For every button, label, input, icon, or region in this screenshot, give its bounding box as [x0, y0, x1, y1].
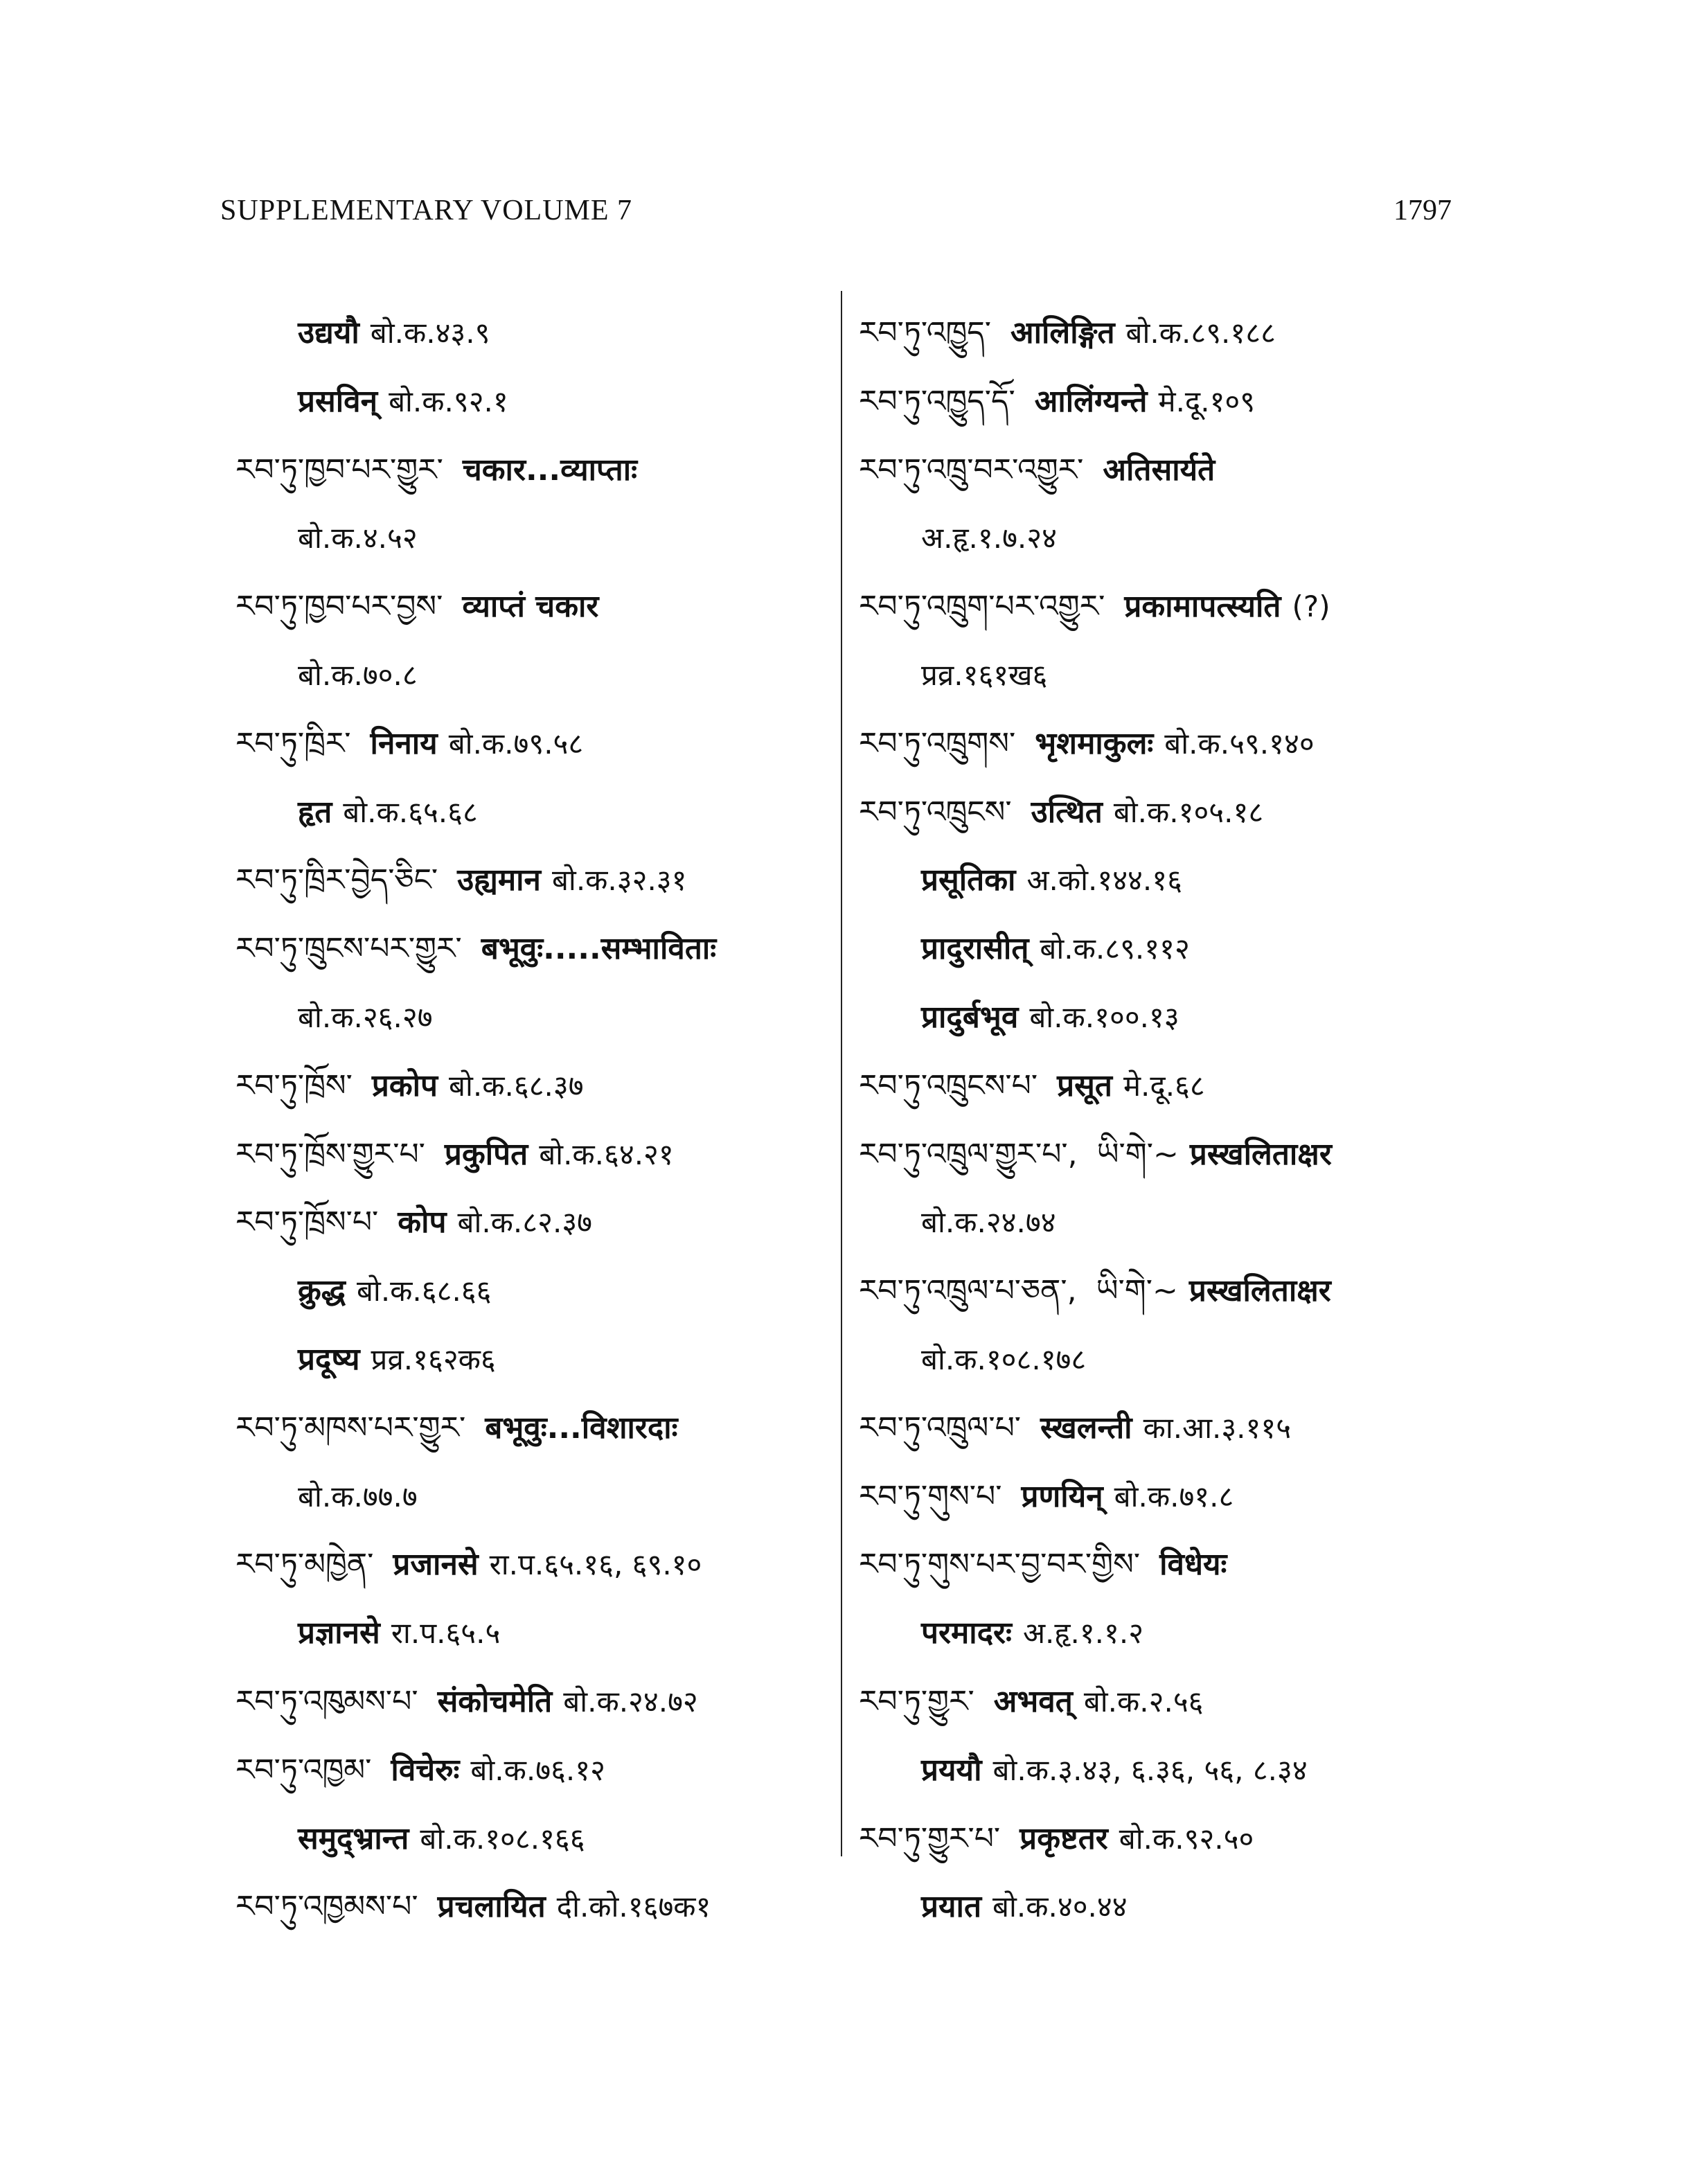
tibetan-headword: རབ་ཏུ་ཁྲིར་བྱེད་ཅིང་	[235, 862, 438, 898]
sanskrit-equivalent: प्रकुपित	[444, 1136, 528, 1172]
sanskrit-equivalent: संकोचमेति	[437, 1683, 553, 1719]
dictionary-line	[859, 779, 1468, 847]
dictionary-line	[859, 504, 1468, 573]
sanskrit-equivalent: प्रस्खलिताक्षर	[1188, 1273, 1331, 1309]
source-reference: बो.क.८९.११२	[1040, 932, 1190, 966]
tibetan-headword: རབ་ཏུ་འཁྲུངས་པ་	[859, 1067, 1038, 1103]
sanskrit-equivalent: प्रादुर्बभूव	[921, 999, 1019, 1035]
tibetan-headword: རབ་ཏུ་ཁྲུངས་པར་གྱུར་	[235, 931, 462, 967]
sanskrit-equivalent: आलिंग्यन्ते	[1034, 383, 1148, 419]
sanskrit-equivalent: समुद्भ्रान्त	[298, 1820, 409, 1856]
sanskrit-equivalent: प्रादुरासीत्	[921, 931, 1029, 967]
tibetan-headword: རབ་ཏུ་འཁྲུངས་	[859, 794, 1012, 830]
sanskrit-equivalent: प्रसूतिका	[921, 862, 1016, 898]
source-reference: बो.क.२४.७२	[563, 1684, 698, 1719]
page-number: 1797	[1393, 195, 1452, 227]
tibetan-headword: རབ་ཏུ་འཁྲུག་པར་འགྱུར་	[859, 589, 1105, 625]
dictionary-line	[235, 1668, 831, 1737]
sanskrit-equivalent: विचेरुः	[391, 1752, 460, 1788]
source-reference: अ.हृ.१.१.२	[1022, 1616, 1144, 1651]
dictionary-line	[859, 1463, 1468, 1532]
tibetan-headword: རབ་ཏུ་ཁྱབ་པར་གྱུར་	[235, 452, 443, 488]
sanskrit-equivalent: विधेयः	[1159, 1547, 1227, 1583]
tibetan-headword: རབ་ཏུ་གུས་པར་བྱ་བར་གྱིས་	[859, 1547, 1141, 1583]
source-reference: बो.क.१०८.१६६	[420, 1821, 585, 1856]
tibetan-headword: རབ་ཏུ་འཁྱུད་དོ་	[859, 383, 1015, 419]
source-reference: बो.क.२४.७४	[921, 1205, 1056, 1240]
source-reference: बो.क.३२.३१	[551, 863, 687, 898]
tibetan-headword: རབ་ཏུ་འཁྲུལ་པ་	[859, 1410, 1022, 1446]
sanskrit-equivalent: प्रणयिन्	[1021, 1478, 1103, 1514]
sanskrit-equivalent: प्रसूत	[1057, 1067, 1112, 1103]
running-head: SUPPLEMENTARY VOLUME 7	[220, 195, 633, 227]
tibetan-headword: རབ་ཏུ་འཁུམས་པ་	[235, 1683, 418, 1719]
sanskrit-equivalent: चकार...व्याप्ताः	[462, 452, 637, 488]
dictionary-line	[859, 1257, 1468, 1326]
dictionary-line	[859, 1394, 1468, 1463]
dictionary-line	[235, 915, 831, 984]
sanskrit-equivalent: स्खलन्ती	[1040, 1410, 1132, 1446]
dictionary-line	[235, 1463, 831, 1532]
source-reference: प्रव्र.१६१ख६	[921, 657, 1048, 692]
tibetan-headword: རབ་ཏུ་མཁྱེན་	[235, 1547, 374, 1583]
sanskrit-equivalent: अतिसार्यते	[1103, 452, 1215, 488]
dictionary-line	[235, 573, 831, 641]
column-divider	[841, 291, 842, 1856]
dictionary-line	[859, 1599, 1468, 1668]
source-reference: मे.दू.६८	[1123, 1068, 1205, 1103]
source-reference: रा.प.६५.१६, ६९.१०	[489, 1547, 702, 1582]
dictionary-line	[859, 641, 1468, 710]
sanskrit-equivalent: उह्यमान	[457, 862, 541, 898]
tibetan-headword: རབ་ཏུ་འཁྱུད་	[859, 315, 992, 350]
right-column	[859, 299, 1468, 1942]
dictionary-line	[235, 779, 831, 847]
dictionary-line	[859, 710, 1468, 779]
sanskrit-equivalent: व्याप्तं चकार	[462, 589, 599, 625]
sanskrit-equivalent: प्रजानसे	[393, 1547, 479, 1583]
sanskrit-equivalent: बभूवुः...विशारदाः	[485, 1410, 678, 1446]
sanskrit-equivalent: आलिङ्गित	[1010, 315, 1115, 350]
dictionary-line	[859, 1121, 1468, 1189]
source-reference: बो.क.४.५२	[298, 521, 418, 556]
sanskrit-equivalent: परमादरः	[921, 1615, 1012, 1651]
source-reference: बो.क.७१.८	[1114, 1479, 1234, 1513]
source-reference: बो.क.७७.७	[298, 1479, 418, 1513]
dictionary-line	[235, 1052, 831, 1121]
tibetan-headword: རབ་ཏུ་འཁྲུལ་པ་ཅན་,	[859, 1273, 1077, 1309]
dictionary-line	[235, 1326, 831, 1394]
dictionary-line	[859, 1189, 1468, 1257]
dictionary-line	[859, 1052, 1468, 1121]
sanskrit-equivalent: प्रकोप	[371, 1067, 438, 1103]
dictionary-line	[235, 1873, 831, 1942]
sanskrit-equivalent: प्रकृष्टतर	[1019, 1820, 1108, 1856]
source-reference: का.आ.३.११५	[1143, 1410, 1292, 1445]
dictionary-line	[859, 1873, 1468, 1942]
dictionary-line	[859, 1737, 1468, 1805]
sanskrit-equivalent: बभूवुः.....सम्भाविताः	[481, 931, 717, 967]
tibetan-headword: རབ་ཏུ་འཁྲུ་བར་འགྱུར་	[859, 452, 1084, 488]
source-reference: बो.क.४०.४४	[992, 1890, 1128, 1924]
dictionary-line	[235, 1737, 831, 1805]
sanskrit-equivalent: प्रययौ	[921, 1752, 982, 1788]
source-reference: बो.क.७०.८	[298, 657, 418, 692]
dictionary-line	[235, 436, 831, 505]
dictionary-line	[859, 299, 1468, 368]
sanskrit-equivalent: कोप	[398, 1205, 447, 1241]
dictionary-line	[235, 1805, 831, 1874]
source-reference: बो.क.१०८.१७८	[921, 1342, 1087, 1376]
source-reference: बो.क.९२.५०	[1119, 1821, 1254, 1856]
source-reference: बो.क.५९.१४०	[1164, 726, 1315, 761]
sanskrit-equivalent: हृत	[298, 794, 332, 830]
dictionary-line	[235, 641, 831, 710]
dictionary-line	[235, 1394, 831, 1463]
dictionary-line	[859, 1326, 1468, 1394]
source-reference: बो.क.६५.६८	[343, 794, 478, 829]
dictionary-line	[859, 573, 1468, 641]
tibetan-headword: རབ་ཏུ་མཁས་པར་གྱུར་	[235, 1410, 466, 1446]
source-reference: बो.क.१००.१३	[1029, 1000, 1179, 1034]
sanskrit-equivalent: निनाय	[370, 725, 438, 761]
sanskrit-equivalent: उत्थित	[1031, 794, 1103, 830]
source-reference: बो.क.६८.६६	[356, 1274, 492, 1308]
sanskrit-equivalent: प्रकामापत्स्यति	[1124, 589, 1281, 625]
sanskrit-equivalent: उद्ययौ	[298, 315, 359, 350]
tibetan-headword: རབ་ཏུ་གྱུར་	[859, 1683, 974, 1719]
dictionary-line	[859, 915, 1468, 984]
dictionary-line	[235, 1531, 831, 1599]
dictionary-line	[235, 504, 831, 573]
dictionary-line	[235, 368, 831, 436]
dictionary-line	[859, 1805, 1468, 1874]
tibetan-headword: རབ་ཏུ་གྱུར་པ་	[859, 1820, 1001, 1856]
sanskrit-equivalent: प्रयात	[921, 1889, 982, 1925]
tibetan-headword: རབ་ཏུ་འཁྱམས་པ་	[235, 1889, 418, 1925]
tibetan-headword: རབ་ཏུ་ཁྲོས་པ་	[235, 1205, 379, 1241]
tibetan-headword: རབ་ཏུ་ཁྲོས་གྱུར་པ་	[235, 1136, 425, 1172]
dictionary-line	[859, 1531, 1468, 1599]
sanskrit-equivalent: प्रज्ञानसे	[298, 1615, 380, 1651]
dictionary-line	[235, 846, 831, 915]
left-column	[235, 299, 831, 1942]
dictionary-line	[235, 1257, 831, 1326]
tibetan-headword: རབ་ཏུ་ཁྱབ་པར་བྱས་	[235, 589, 443, 625]
tibetan-headword: རབ་ཏུ་འཁྱམ་	[235, 1752, 372, 1788]
source-reference: बो.क.९२.१	[389, 384, 508, 418]
dictionary-line	[235, 1121, 831, 1189]
tibetan-headword: རབ་ཏུ་ཁྲོས་	[235, 1067, 353, 1103]
sanskrit-equivalent: प्रस्खलिताक्षर	[1189, 1136, 1332, 1172]
source-reference: रा.प.६५.५	[391, 1616, 501, 1651]
tibetan-headword: རབ་ཏུ་འཁྲུལ་གྱུར་པ་,	[859, 1136, 1078, 1172]
sanskrit-equivalent: क्रुद्ध	[298, 1273, 346, 1309]
source-reference: अ.हृ.१.७.२४	[921, 521, 1057, 556]
dictionary-line	[859, 368, 1468, 436]
tibetan-headword: རབ་ཏུ་ཁྲིར་	[235, 725, 351, 761]
source-reference: अ.को.१४४.१६	[1026, 863, 1182, 898]
source-reference: बो.क.६४.२१	[539, 1137, 674, 1171]
sanskrit-equivalent: प्रसविन्	[298, 383, 378, 419]
source-reference: (?)	[1292, 589, 1330, 624]
tibetan-headword: རབ་ཏུ་འཁྲུགས་	[859, 725, 1016, 761]
source-reference: बो.क.६८.३७	[449, 1068, 584, 1103]
dictionary-line	[235, 1189, 831, 1257]
dictionary-line	[859, 1668, 1468, 1737]
tibetan-phrase: ཡི་གེ་~	[1096, 1136, 1179, 1172]
sanskrit-equivalent: अभवत्	[993, 1683, 1073, 1719]
source-reference: बो.क.२.५६	[1083, 1684, 1204, 1719]
source-reference: दी.को.१६७क१	[556, 1890, 711, 1924]
source-reference: बो.क.४३.९	[370, 316, 490, 350]
source-reference: बो.क.८९.१८८	[1125, 316, 1276, 350]
source-reference: मे.दू.१०९	[1158, 384, 1256, 418]
source-reference: प्रव्र.१६२क६	[371, 1342, 496, 1376]
tibetan-headword: རབ་ཏུ་གུས་པ་	[859, 1478, 1002, 1514]
dictionary-line	[235, 1599, 831, 1668]
source-reference: बो.क.८२.३७	[457, 1205, 592, 1240]
sanskrit-equivalent: भृशमाकुलः	[1035, 725, 1154, 761]
source-reference: बो.क.७९.५८	[448, 726, 584, 761]
source-reference: बो.क.२६.२७	[298, 1000, 433, 1034]
source-reference: बो.क.३.४३, ६.३६, ५६, ८.३४	[992, 1752, 1308, 1787]
tibetan-phrase: ཡི་གེ་~	[1096, 1273, 1178, 1309]
dictionary-line	[859, 984, 1468, 1052]
source-reference: बो.क.१०५.१८	[1113, 794, 1264, 829]
sanskrit-equivalent: प्रचलायित	[437, 1889, 546, 1925]
dictionary-line	[235, 299, 831, 368]
sanskrit-equivalent: प्रदूष्य	[298, 1341, 360, 1377]
dictionary-line	[235, 710, 831, 779]
dictionary-line	[859, 846, 1468, 915]
source-reference: बो.क.७६.१२	[470, 1752, 605, 1787]
dictionary-line	[235, 984, 831, 1052]
dictionary-line	[859, 436, 1468, 505]
